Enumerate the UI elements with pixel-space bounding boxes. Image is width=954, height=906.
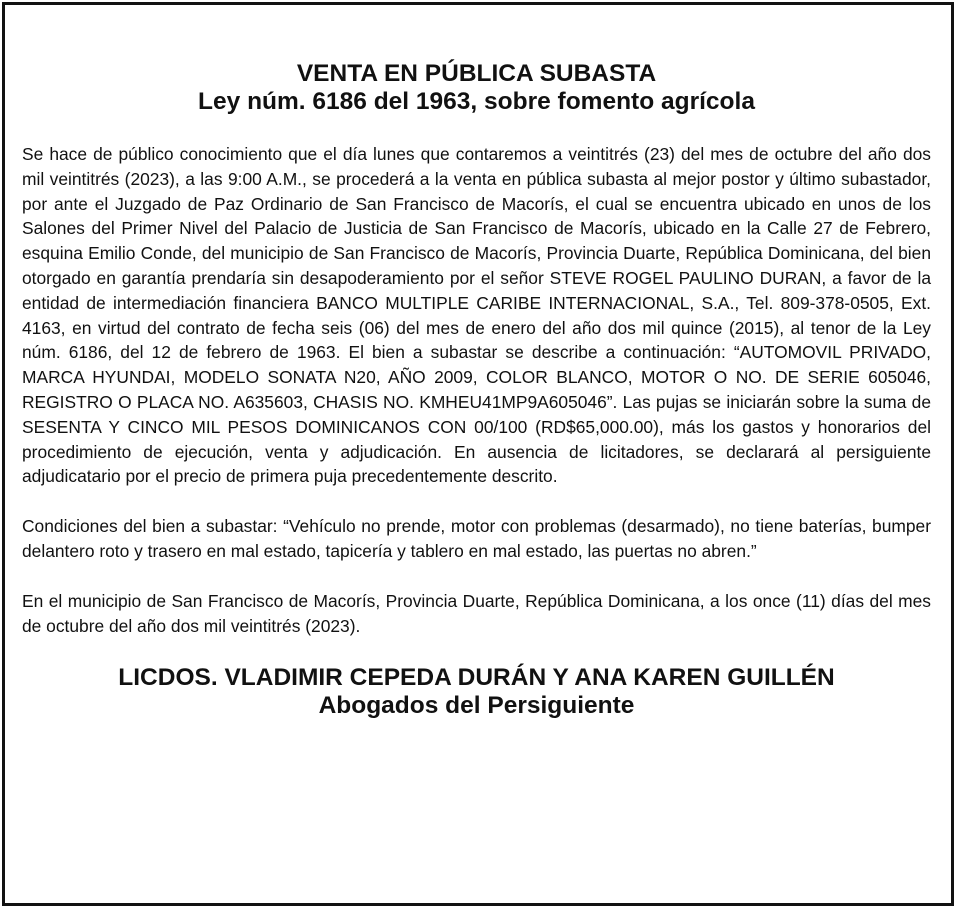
notice-title: VENTA EN PÚBLICA SUBASTA	[296, 60, 657, 87]
notice-paragraph-place-date: En el municipio de San Francisco de Macorís, Provincia Duarte, República Dominicana, a los once (11) días del mes de octubre del año dos mil veintitrés (2023).	[22, 590, 931, 636]
notice-subtitle: Ley núm. 6186 del 1963, sobre fomento agrícola	[198, 88, 755, 115]
notice-content	[22, 60, 931, 720]
notice-frame	[2, 2, 954, 906]
signature-role: Abogados del Persiguiente	[318, 692, 635, 720]
signature-names: LICDOS. VLADIMIR CEPEDA DURÁN Y ANA KAREN GUILLÉN	[118, 664, 835, 692]
notice-paragraph-main: Se hace de público conocimiento que el día lunes que contaremos a veintitrés (23) del mes de octubre del año dos mil veintitrés (2023), a las 9:00 A.M., se procederá a la venta en pública subasta al mejor postor y último subastador, por ante el Juzgado de Paz Ordinario de San Francisco de Macorís, el cual se encuentra ubicado en unos de los Salones del Primer Nivel del Palacio de Justicia de San Francisco de Macorís, ubicado en la Calle 27 de Febrero, esquina Emilio Conde, del municipio de San Francisco de Macorís, Provincia Duarte, República Dominicana, del bien otorgado en garantía prendaría sin desapoderamiento por el señor STEVE ROGEL PAULINO DURAN, a favor de la entidad de intermediación financiera BANCO MULTIPLE CARIBE INTERNACIONAL, S.A., Tel. 809-378-0505, Ext. 4163, en virtud del contrato de fecha seis (06) del mes de enero del año dos mil quince (2015), al tenor de la Ley núm. 6186, del 12 de febrero de 1963. El bien a subastar se describe a continuación: “AUTOMOVIL PRIVADO, MARCA HYUNDAI, MODELO SONATA N20, AÑO 2009, COLOR BLANCO, MOTOR O NO. DE SERIE 605046, REGISTRO O PLACA NO. A635603, CHASIS NO. KMHEU41MP9A605046”. Las pujas se iniciarán sobre la suma de SESENTA Y CINCO MIL PESOS DOMINICANOS CON 00/100 (RD$65,000.00), más los gastos y honorarios del procedimiento de ejecución, venta y adjudicación. En ausencia de licitadores, se declarará al persiguiente adjudicatario por el precio de primera puja precedentemente descrito.	[22, 144, 931, 487]
notice-paragraph-conditions: Condiciones del bien a subastar: “Vehículo no prende, motor con problemas (desarmado), no tiene baterías, bumper delantero roto y trasero en mal estado, tapicería y tablero en mal estado, las puertas no abren.”	[22, 516, 931, 561]
signature-block	[22, 664, 931, 720]
